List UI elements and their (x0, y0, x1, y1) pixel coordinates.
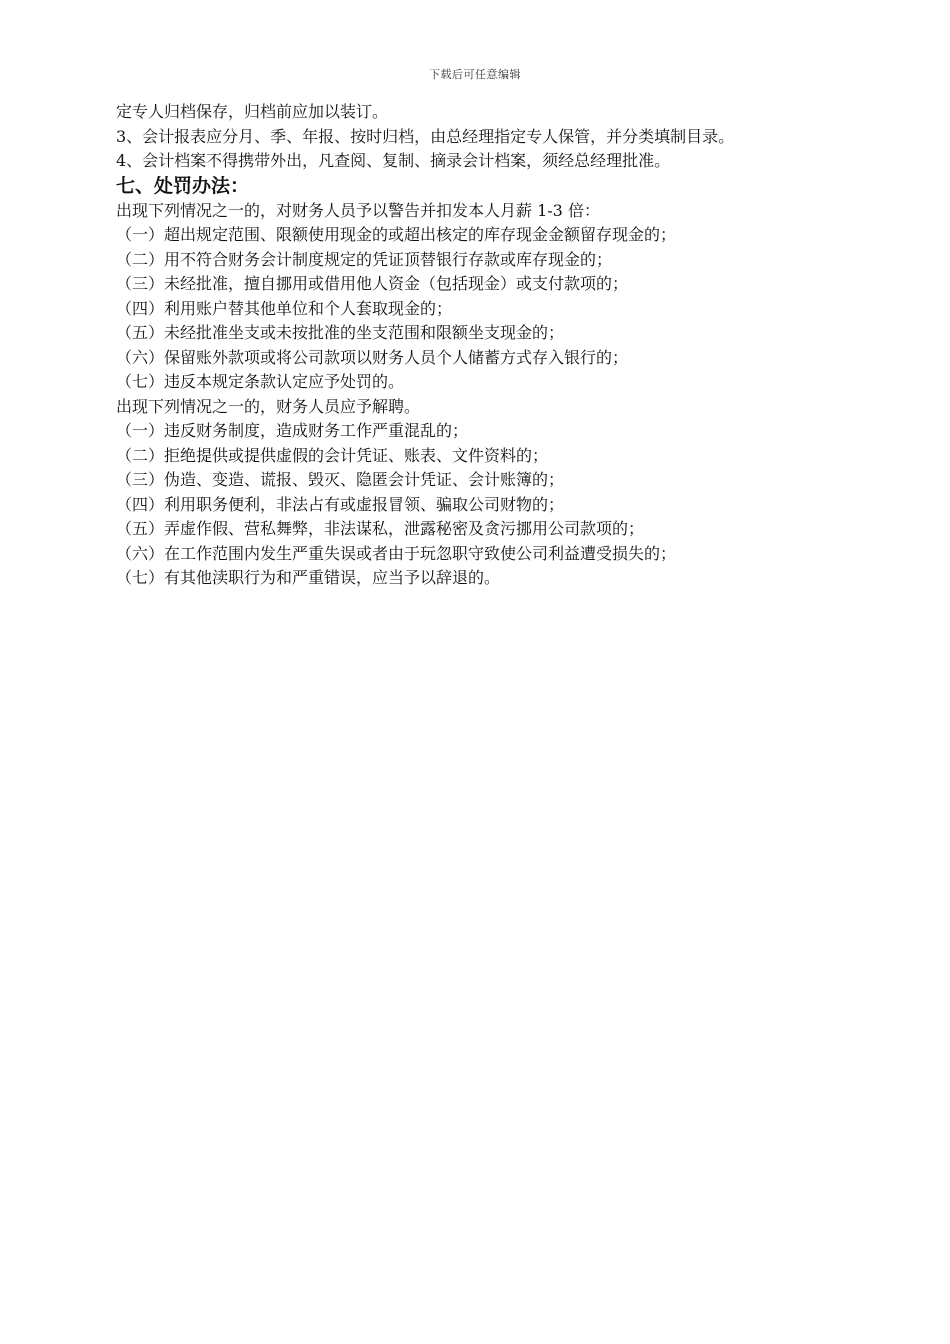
list-item: （五）弄虚作假、营私舞弊，非法谋私，泄露秘密及贪污挪用公司款项的； (116, 519, 645, 538)
list-item: （二）用不符合财务会计制度规定的凭证顶替银行存款或库存现金的； (116, 249, 613, 269)
list-item: （六）保留账外款项或将公司款项以财务人员个人储蓄方式存入银行的； (116, 347, 629, 367)
page-header-note: 下载后可任意编辑 (429, 68, 521, 81)
list-item: （二）拒绝提供或提供虚假的会计凭证、账表、文件资料的； (116, 445, 549, 465)
section-heading: 七、处罚办法： (116, 174, 250, 197)
list-item: （一）违反财务制度，造成财务工作严重混乱的； (116, 421, 469, 440)
list-item: （三）伪造、变造、谎报、毁灭、隐匿会计凭证、会计账簿的； (116, 470, 565, 489)
list-item: （七）违反本规定条款认定应予处罚的。 (116, 372, 405, 391)
list-item: （六）在工作范围内发生严重失误或者由于玩忽职守致使公司利益遭受损失的； (116, 543, 677, 563)
paragraph-line: 定专人归档保存，归档前应加以装订。 (116, 102, 389, 121)
warning-intro: 出现下列情况之一的，对财务人员予以警告并扣发本人月薪 1-3 倍： (116, 200, 600, 220)
paragraph-line: 3、会计报表应分月、季、年报、按时归档，由总经理指定专人保管，并分类填制目录。 (116, 126, 735, 146)
list-item: （一）超出规定范围、限额使用现金的或超出核定的库存现金金额留存现金的； (116, 225, 677, 244)
document-body (116, 100, 916, 591)
dismissal-intro: 出现下列情况之一的，财务人员应予解聘。 (116, 396, 421, 416)
list-item: （四）利用账户替其他单位和个人套取现金的； (116, 298, 453, 318)
list-item: （五）未经批准坐支或未按批准的坐支范围和限额坐支现金的； (116, 323, 565, 342)
paragraph-line: 4、会计档案不得携带外出，凡查阅、复制、摘录会计档案，须经总经理批准。 (116, 151, 671, 170)
list-item: （三）未经批准，擅自挪用或借用他人资金（包括现金）或支付款项的； (116, 274, 629, 293)
list-item: （七）有其他渎职行为和严重错误，应当予以辞退的。 (116, 568, 501, 587)
list-item: （四）利用职务便利，非法占有或虚报冒领、骗取公司财物的； (116, 494, 565, 514)
